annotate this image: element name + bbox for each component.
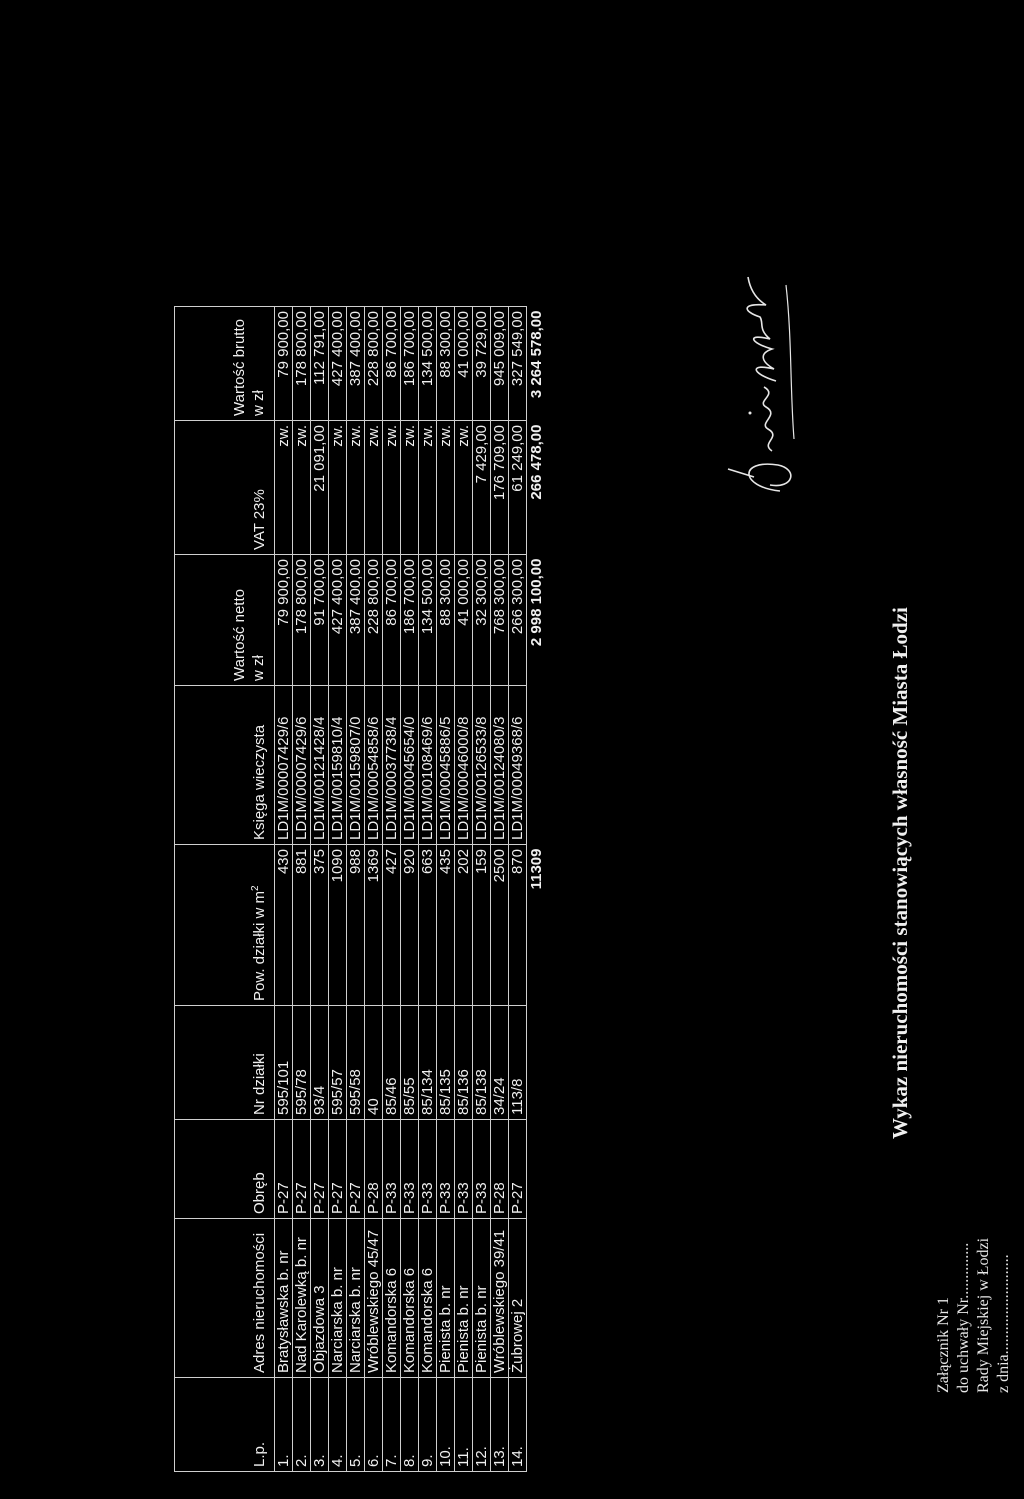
cell-net-value: 387 400,00 [347,555,365,686]
table-row [437,307,455,1472]
total-vat: 266 478,00 [527,424,545,500]
cell-address: Komandorska 6 [383,1219,401,1378]
header-area [175,845,275,1006]
cell-lp: 10. [437,1378,455,1472]
total-area: 11309 [527,848,545,890]
cell-address: Narciarska b. nr [347,1219,365,1378]
cell-address: Narciarska b. nr [329,1219,347,1378]
header-land-register: Księga wieczysta [175,686,275,845]
annex-line-2: do uchwały Nr.............. [955,1242,972,1393]
cell-net-value: 32 300,00 [473,555,491,686]
cell-land-register: LD1M/00045654/0 [401,686,419,845]
header-net-line-1: Wartość netto [231,589,248,681]
cell-vat: zw. [275,421,293,555]
annex-line-3: Rady Miejskiej w Łodzi [975,1237,992,1393]
cell-vat: zw. [401,421,419,555]
cell-precinct: P-27 [311,1120,329,1219]
cell-gross-value: 228 800,00 [365,307,383,421]
cell-land-register: LD1M/00159810/4 [329,686,347,845]
annex-line-4: z dnia......................... [995,1254,1012,1393]
cell-net-value: 86 700,00 [383,555,401,686]
cell-plot-number: 595/78 [293,1006,311,1120]
cell-area: 920 [401,845,419,1006]
cell-land-register: LD1M/00046000/8 [455,686,473,845]
cell-address: Wróblewskiego 39/41 [491,1219,509,1378]
cell-address: Pienista b. nr [455,1219,473,1378]
cell-lp: 3. [311,1378,329,1472]
cell-address: Bratysławska b. nr [275,1219,293,1378]
total-net: 2 998 100,00 [527,558,545,647]
total-empty-cell [527,1120,546,1219]
cell-precinct: P-28 [491,1120,509,1219]
handwritten-signature [720,259,810,499]
cell-precinct: P-33 [455,1120,473,1219]
cell-net-value: 88 300,00 [437,555,455,686]
cell-net-value: 178 800,00 [293,555,311,686]
cell-net-value: 91 700,00 [311,555,329,686]
cell-plot-number: 595/58 [347,1006,365,1120]
cell-plot-number: 85/138 [473,1006,491,1120]
cell-lp: 9. [419,1378,437,1472]
cell-gross-value: 387 400,00 [347,307,365,421]
table-row [365,307,383,1472]
cell-address: Komandorska 6 [419,1219,437,1378]
cell-area: 2500 [491,845,509,1006]
header-lp: L.p. [175,1378,275,1472]
header-precinct: Obręb [175,1120,275,1219]
cell-plot-number: 113/8 [509,1006,527,1120]
cell-vat: zw. [365,421,383,555]
cell-vat: zw. [347,421,365,555]
cell-address: Pienista b. nr [437,1219,455,1378]
cell-address: Komandorska 6 [401,1219,419,1378]
cell-lp: 14. [509,1378,527,1472]
header-gross-line-2: w zł [250,390,267,416]
cell-address: Objazdowa 3 [311,1219,329,1378]
cell-precinct: P-33 [437,1120,455,1219]
total-empty-cell [527,1006,546,1120]
cell-address: Wróblewskiego 45/47 [365,1219,383,1378]
total-empty-cell [527,1378,546,1472]
cell-plot-number: 93/4 [311,1006,329,1120]
cell-gross-value: 86 700,00 [383,307,401,421]
cell-plot-number: 85/135 [437,1006,455,1120]
totals-row [527,307,546,1472]
header-vat: VAT 23% [175,421,275,555]
annex-line-1: Załącznik Nr 1 [935,1297,952,1393]
cell-gross-value: 945 009,00 [491,307,509,421]
cell-gross-value: 39 729,00 [473,307,491,421]
cell-area: 435 [437,845,455,1006]
table-row [293,307,311,1472]
cell-vat: zw. [293,421,311,555]
cell-gross-value: 186 700,00 [401,307,419,421]
cell-plot-number: 595/101 [275,1006,293,1120]
table-row [419,307,437,1472]
cell-lp: 6. [365,1378,383,1472]
cell-precinct: P-33 [473,1120,491,1219]
property-table [174,306,545,1472]
cell-precinct: P-27 [509,1120,527,1219]
cell-area: 427 [383,845,401,1006]
cell-vat: zw. [329,421,347,555]
cell-gross-value: 178 800,00 [293,307,311,421]
cell-land-register: LD1M/00037738/4 [383,686,401,845]
cell-net-value: 79 900,00 [275,555,293,686]
cell-land-register: LD1M/00054858/6 [365,686,383,845]
table-row [455,307,473,1472]
cell-plot-number: 34/24 [491,1006,509,1120]
cell-vat: 176 709,00 [491,421,509,555]
cell-precinct: P-33 [383,1120,401,1219]
cell-land-register: LD1M/00159807/0 [347,686,365,845]
cell-land-register: LD1M/00049368/6 [509,686,527,845]
cell-vat: zw. [437,421,455,555]
cell-precinct: P-33 [401,1120,419,1219]
cell-net-value: 186 700,00 [401,555,419,686]
total-empty-cell [527,1219,546,1378]
cell-lp: 1. [275,1378,293,1472]
cell-land-register: LD1M/00124080/3 [491,686,509,845]
cell-gross-value: 79 900,00 [275,307,293,421]
cell-plot-number: 85/136 [455,1006,473,1120]
cell-area: 663 [419,845,437,1006]
cell-gross-value: 134 500,00 [419,307,437,421]
cell-lp: 4. [329,1378,347,1472]
cell-lp: 7. [383,1378,401,1472]
document-title: Wykaz nieruchomości stanowiących własność Miasta Łodzi [888,607,912,1139]
cell-area: 159 [473,845,491,1006]
cell-vat: 61 249,00 [509,421,527,555]
cell-land-register: LD1M/00126533/8 [473,686,491,845]
cell-address: Pienista b. nr [473,1219,491,1378]
table-row [509,307,527,1472]
cell-vat: zw. [419,421,437,555]
cell-vat: 7 429,00 [473,421,491,555]
table-row [383,307,401,1472]
cell-gross-value: 41 000,00 [455,307,473,421]
header-address: Adres nieruchomości [175,1219,275,1378]
table-header-row [175,307,275,1472]
cell-precinct: P-27 [293,1120,311,1219]
cell-address: Nad Karolewką b. nr [293,1219,311,1378]
table-row [347,307,365,1472]
cell-area: 1090 [329,845,347,1006]
cell-vat: zw. [455,421,473,555]
cell-lp: 12. [473,1378,491,1472]
cell-gross-value: 427 400,00 [329,307,347,421]
cell-plot-number: 595/57 [329,1006,347,1120]
cell-plot-number: 85/55 [401,1006,419,1120]
header-net-line-2: w zł [250,655,267,681]
cell-area: 881 [293,845,311,1006]
table-body [275,307,546,1472]
cell-land-register: LD1M/00007429/6 [293,686,311,845]
cell-net-value: 768 300,00 [491,555,509,686]
cell-plot-number: 85/134 [419,1006,437,1120]
header-gross-value [175,307,275,421]
table-row [491,307,509,1472]
cell-gross-value: 327 549,00 [509,307,527,421]
table-row [275,307,293,1472]
cell-net-value: 134 500,00 [419,555,437,686]
cell-area: 1369 [365,845,383,1006]
cell-area: 870 [509,845,527,1006]
cell-area: 430 [275,845,293,1006]
cell-vat: 21 091,00 [311,421,329,555]
cell-gross-value: 88 300,00 [437,307,455,421]
cell-area: 202 [455,845,473,1006]
cell-precinct: P-27 [275,1120,293,1219]
cell-precinct: P-33 [419,1120,437,1219]
table-row [311,307,329,1472]
total-gross: 3 264 578,00 [527,310,545,399]
header-area-sup: 2 [250,885,261,891]
header-gross-line-1: Wartość brutto [231,319,248,416]
cell-land-register: LD1M/00007429/6 [275,686,293,845]
cell-gross-value: 112 791,00 [311,307,329,421]
cell-lp: 8. [401,1378,419,1472]
cell-net-value: 427 400,00 [329,555,347,686]
cell-address: Żubrowej 2 [509,1219,527,1378]
cell-precinct: P-27 [347,1120,365,1219]
cell-net-value: 41 000,00 [455,555,473,686]
cell-plot-number: 85/46 [383,1006,401,1120]
table-row [473,307,491,1472]
cell-land-register: LD1M/00121428/4 [311,686,329,845]
cell-precinct: P-27 [329,1120,347,1219]
annex-note [934,1238,1014,1393]
cell-lp: 5. [347,1378,365,1472]
cell-precinct: P-28 [365,1120,383,1219]
header-area-label: Pow. działki w m [251,890,268,1001]
cell-lp: 13. [491,1378,509,1472]
cell-area: 988 [347,845,365,1006]
cell-vat: zw. [383,421,401,555]
total-empty-cell [527,686,546,845]
header-net-value [175,555,275,686]
cell-lp: 2. [293,1378,311,1472]
cell-lp: 11. [455,1378,473,1472]
cell-land-register: LD1M/00108469/6 [419,686,437,845]
cell-area: 375 [311,845,329,1006]
cell-plot-number: 40 [365,1006,383,1120]
header-plot-number: Nr działki [175,1006,275,1120]
table-row [401,307,419,1472]
cell-land-register: LD1M/00045886/5 [437,686,455,845]
cell-net-value: 228 800,00 [365,555,383,686]
table-row [329,307,347,1472]
cell-net-value: 266 300,00 [509,555,527,686]
